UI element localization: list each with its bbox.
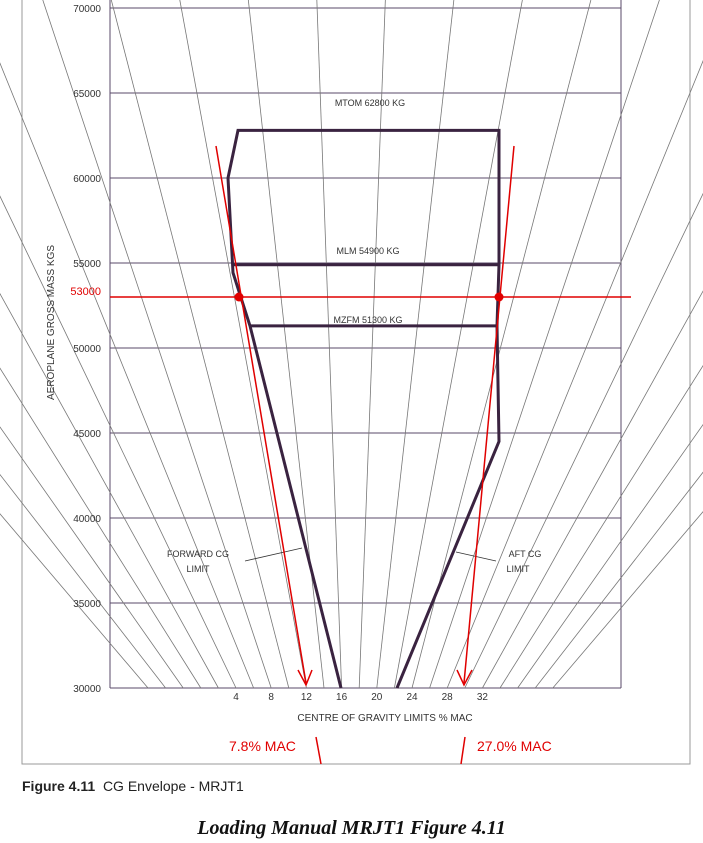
x-tick-32: 32: [476, 692, 488, 703]
aft-interp-line: [464, 146, 514, 683]
mac-line-10: [111, 0, 289, 688]
figure-caption-text: CG Envelope - MRJT1: [102, 778, 244, 794]
mzfm-label: MZFM 51300 KG: [333, 315, 403, 325]
y-tick-30000: 30000: [73, 684, 101, 695]
aft-result-tick: [461, 737, 465, 764]
forward-result-label: 7.8% MAC: [229, 738, 296, 754]
figure-number: Figure 4.11: [22, 778, 96, 794]
forward-result-tick: [316, 737, 321, 764]
mac-line-38: [535, 0, 703, 688]
manual-title: Loading Manual MRJT1 Figure 4.11: [197, 817, 506, 839]
mac-line-14: [248, 0, 324, 688]
mac-line-2: [0, 0, 218, 688]
mass-53000-label: 53000: [70, 286, 101, 298]
y-tick-45000: 45000: [73, 429, 101, 440]
mac-line-36: [518, 0, 703, 688]
aft-intersection-point: [495, 293, 504, 302]
mac-line-28: [447, 0, 703, 688]
y-tick-35000: 35000: [73, 599, 101, 610]
mac-line-4: [0, 0, 236, 688]
y-tick-65000: 65000: [73, 89, 101, 100]
aft-limit-label-line2: LIMIT: [506, 564, 530, 574]
mac-line-40: [553, 0, 703, 688]
mac-line-26: [430, 0, 660, 688]
cg-envelope: [228, 130, 499, 688]
envelope-outline: [228, 130, 499, 688]
forward-limit-label-line1: FORWARD CG: [167, 549, 229, 559]
mtom-label: MTOM 62800 KG: [334, 98, 406, 108]
y-tick-70000: 70000: [73, 4, 101, 15]
mac-line-30: [465, 0, 703, 688]
axis-ticks: [73, 4, 488, 703]
mac-line-32: [482, 0, 703, 688]
y-axis-title: AEROPLANE GROSS MASS KGS: [46, 244, 57, 400]
forward-limit-label-line2: LIMIT: [186, 564, 210, 574]
x-tick-20: 20: [371, 692, 383, 703]
forward-interp-line: [216, 146, 306, 683]
mac-line-12: [180, 0, 307, 688]
mac-line-6: [0, 0, 254, 688]
x-tick-4: 4: [233, 692, 239, 703]
y-tick-60000: 60000: [73, 174, 101, 185]
aft-limit-label-line1: AFT CG: [508, 549, 542, 559]
x-tick-24: 24: [406, 692, 418, 703]
mlm-label: MLM 54900 KG: [336, 246, 400, 256]
y-tick-40000: 40000: [73, 514, 101, 525]
figure-frame: [22, 0, 690, 764]
x-tick-28: 28: [441, 692, 453, 703]
y-tick-55000: 55000: [73, 259, 101, 270]
x-axis-title: CENTRE OF GRAVITY LIMITS % MAC: [297, 713, 473, 724]
mac-line-34: [500, 0, 703, 688]
red-annotations: [110, 146, 631, 764]
x-tick-12: 12: [300, 692, 312, 703]
y-tick-50000: 50000: [73, 344, 101, 355]
forward-intersection-point: [235, 293, 244, 302]
figure-caption: [22, 778, 244, 794]
x-tick-8: 8: [268, 692, 274, 703]
mac-line-22: [394, 0, 522, 688]
aft-result-label: 27.0% MAC: [477, 738, 552, 754]
x-tick-16: 16: [336, 692, 348, 703]
